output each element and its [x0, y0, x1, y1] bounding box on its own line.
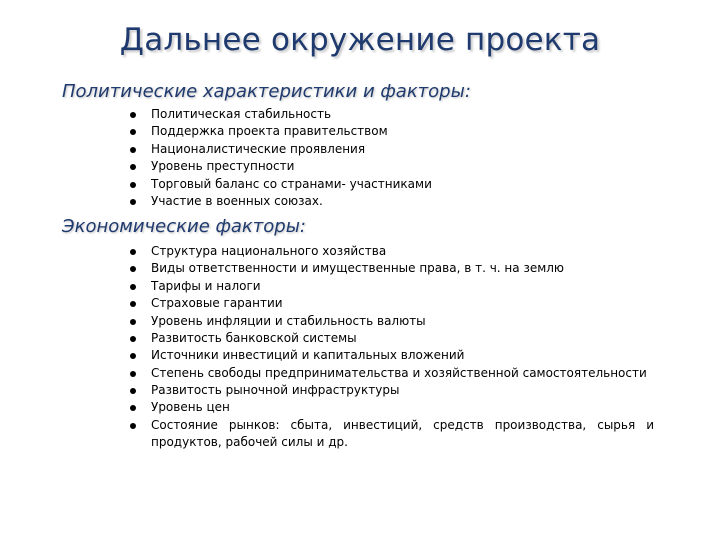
list-item-text: Тарифы и налоги	[151, 278, 261, 293]
list-item	[128, 158, 568, 175]
list-item-text: Уровень инфляции и стабильность валюты	[151, 313, 426, 328]
list-item	[128, 141, 568, 158]
list-item-text: Страховые гарантии	[151, 296, 283, 311]
list-item-text: Националистические проявления	[151, 141, 366, 156]
list-item	[128, 295, 654, 312]
list-item	[128, 313, 654, 330]
list-item	[128, 123, 568, 140]
list-item	[128, 243, 654, 260]
list-item-text: Уровень преступности	[151, 159, 295, 174]
list-item-text: Развитость рыночной инфраструктуры	[151, 382, 400, 397]
list-item	[128, 365, 654, 382]
list-item-text: Развитость банковской системы	[151, 331, 357, 346]
list-item-text: Структура национального хозяйства	[151, 244, 387, 258]
list-item	[128, 330, 654, 347]
list-item	[128, 193, 568, 210]
political-factors-list	[128, 106, 568, 210]
list-item	[128, 382, 654, 399]
list-item-text: Политическая стабильность	[151, 107, 332, 121]
list-item-text: Торговый баланс со странами- участниками	[151, 176, 432, 191]
list-item-text: Поддержка проекта правительством	[151, 124, 388, 139]
list-item	[128, 399, 654, 416]
list-item-text: Уровень цен	[151, 400, 230, 415]
list-item-text: Источники инвестиций и капитальных вложений	[151, 348, 465, 363]
list-item	[128, 278, 654, 295]
list-item	[128, 260, 654, 277]
list-item-text: Степень свободы предпринимательства и хозяйственной самостоятельности	[151, 365, 647, 380]
section-heading-political: Политические характеристики и факторы:	[62, 81, 471, 102]
list-item-text: Виды ответственности и имущественные права, в т. ч. на землю	[151, 261, 565, 276]
section-heading-economic: Экономические факторы:	[62, 216, 306, 237]
list-item-text: Участие в военных союзах.	[151, 194, 323, 209]
list-item	[128, 106, 568, 123]
list-item	[128, 176, 568, 193]
slide-title: Дальнее окружение проекта	[119, 22, 601, 58]
list-item	[128, 347, 654, 364]
list-item	[128, 417, 654, 452]
list-item-text: Состояние рынков: сбыта, инвестиций, средств производства, сырья и продуктов, рабочей силы и др.	[151, 417, 654, 450]
economic-factors-list	[128, 243, 654, 451]
